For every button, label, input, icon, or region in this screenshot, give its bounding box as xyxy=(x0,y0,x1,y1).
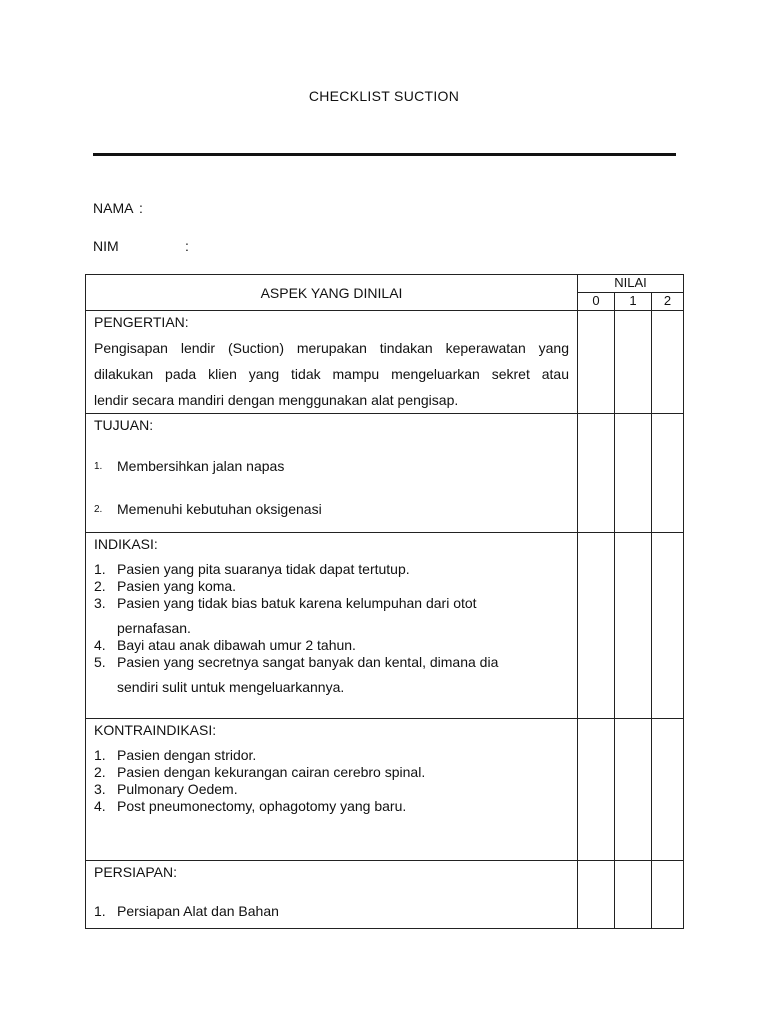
score-box[interactable] xyxy=(578,414,615,533)
item-number: 2. xyxy=(94,504,103,515)
nim-field xyxy=(93,238,189,254)
list-item xyxy=(94,637,569,654)
item-number: 4. xyxy=(94,798,106,814)
score-box[interactable] xyxy=(578,861,615,929)
nim-colon: : xyxy=(185,238,189,254)
item-text: Bayi atau anak dibawah umur 2 tahun. xyxy=(117,637,356,653)
item-number: 4. xyxy=(94,637,106,653)
header-row xyxy=(86,275,684,293)
item-text: Memenuhi kebutuhan oksigenasi xyxy=(117,501,322,517)
row-persiapan xyxy=(86,861,684,929)
item-text: Pasien yang koma. xyxy=(117,578,237,594)
item-text: Pasien dengan kekurangan cairan cerebro spinal. xyxy=(117,764,426,780)
item-number: 1. xyxy=(94,747,106,763)
item-number: 2. xyxy=(94,578,106,594)
row-indikasi xyxy=(86,533,684,719)
pengertian-line-3: lendir secara mandiri dengan menggunakan alat pengisap. xyxy=(94,392,459,408)
pengertian-line-2: dilakukan pada klien yang tidak mampu mengeluarkan sekret atau xyxy=(94,366,569,382)
row-tujuan xyxy=(86,414,684,533)
list-item xyxy=(94,458,569,475)
score-col-2: 2 xyxy=(652,293,684,311)
title-underline xyxy=(93,153,676,156)
item-number: 2. xyxy=(94,764,106,780)
item-continuation: pernafasan. xyxy=(117,620,191,636)
score-col-1: 1 xyxy=(615,293,652,311)
list-item xyxy=(94,764,569,781)
item-number: 1. xyxy=(94,561,106,577)
persiapan-cell xyxy=(86,861,578,929)
score-box[interactable] xyxy=(615,861,652,929)
list-item xyxy=(94,595,569,637)
score-box[interactable] xyxy=(615,414,652,533)
tujuan-title: TUJUAN: xyxy=(94,417,154,433)
pengertian-cell xyxy=(86,311,578,414)
item-number: 5. xyxy=(94,654,106,670)
kontraindikasi-cell xyxy=(86,719,578,861)
indikasi-cell xyxy=(86,533,578,719)
item-continuation: sendiri sulit untuk mengeluarkannya. xyxy=(117,679,345,695)
score-box[interactable] xyxy=(578,533,615,719)
score-box[interactable] xyxy=(615,533,652,719)
item-text: Persiapan Alat dan Bahan xyxy=(117,903,279,919)
list-item xyxy=(94,561,569,578)
score-col-0: 0 xyxy=(578,293,615,311)
persiapan-title: PERSIAPAN: xyxy=(94,864,177,880)
tujuan-cell xyxy=(86,414,578,533)
item-number: 1. xyxy=(94,903,106,919)
list-item xyxy=(94,747,569,764)
checklist-table xyxy=(85,274,684,929)
score-box[interactable] xyxy=(652,861,684,929)
score-box[interactable] xyxy=(652,311,684,414)
item-number: 1. xyxy=(94,461,103,472)
item-number: 3. xyxy=(94,595,106,611)
list-item xyxy=(94,798,569,815)
item-text: Pulmonary Oedem. xyxy=(117,781,238,797)
nim-label: NIM xyxy=(93,238,119,254)
nilai-header: NILAI xyxy=(578,275,684,293)
pengertian-line-1: Pengisapan lendir (Suction) merupakan tindakan keperawatan yang xyxy=(94,340,569,356)
pengertian-title: PENGERTIAN: xyxy=(94,314,189,330)
row-pengertian xyxy=(86,311,684,414)
item-text: Membersihkan jalan napas xyxy=(117,458,285,474)
score-box[interactable] xyxy=(652,414,684,533)
item-text: Pasien yang pita suaranya tidak dapat tertutup. xyxy=(117,561,410,577)
item-text: Post pneumonectomy, ophagotomy yang baru. xyxy=(117,798,407,814)
item-text: Pasien yang tidak bias batuk karena kelumpuhan dari otot xyxy=(117,595,477,611)
score-box[interactable] xyxy=(578,719,615,861)
document-title: CHECKLIST SUCTION xyxy=(308,88,460,104)
list-item xyxy=(94,903,569,920)
row-kontraindikasi xyxy=(86,719,684,861)
nama-field xyxy=(93,200,143,216)
kontraindikasi-title: KONTRAINDIKASI: xyxy=(94,722,217,738)
nama-label: NAMA xyxy=(93,200,134,216)
list-item xyxy=(94,578,569,595)
score-box[interactable] xyxy=(615,311,652,414)
score-box[interactable] xyxy=(578,311,615,414)
score-box[interactable] xyxy=(652,533,684,719)
aspek-header: ASPEK YANG DINILAI xyxy=(86,275,578,311)
item-text: Pasien dengan stridor. xyxy=(117,747,257,763)
list-item xyxy=(94,501,569,518)
item-text: Pasien yang secretnya sangat banyak dan kental, dimana dia xyxy=(117,654,499,670)
list-item xyxy=(94,654,569,696)
indikasi-title: INDIKASI: xyxy=(94,536,158,552)
item-number: 3. xyxy=(94,781,106,797)
nama-colon: : xyxy=(139,200,143,216)
score-box[interactable] xyxy=(652,719,684,861)
score-box[interactable] xyxy=(615,719,652,861)
list-item xyxy=(94,781,569,798)
